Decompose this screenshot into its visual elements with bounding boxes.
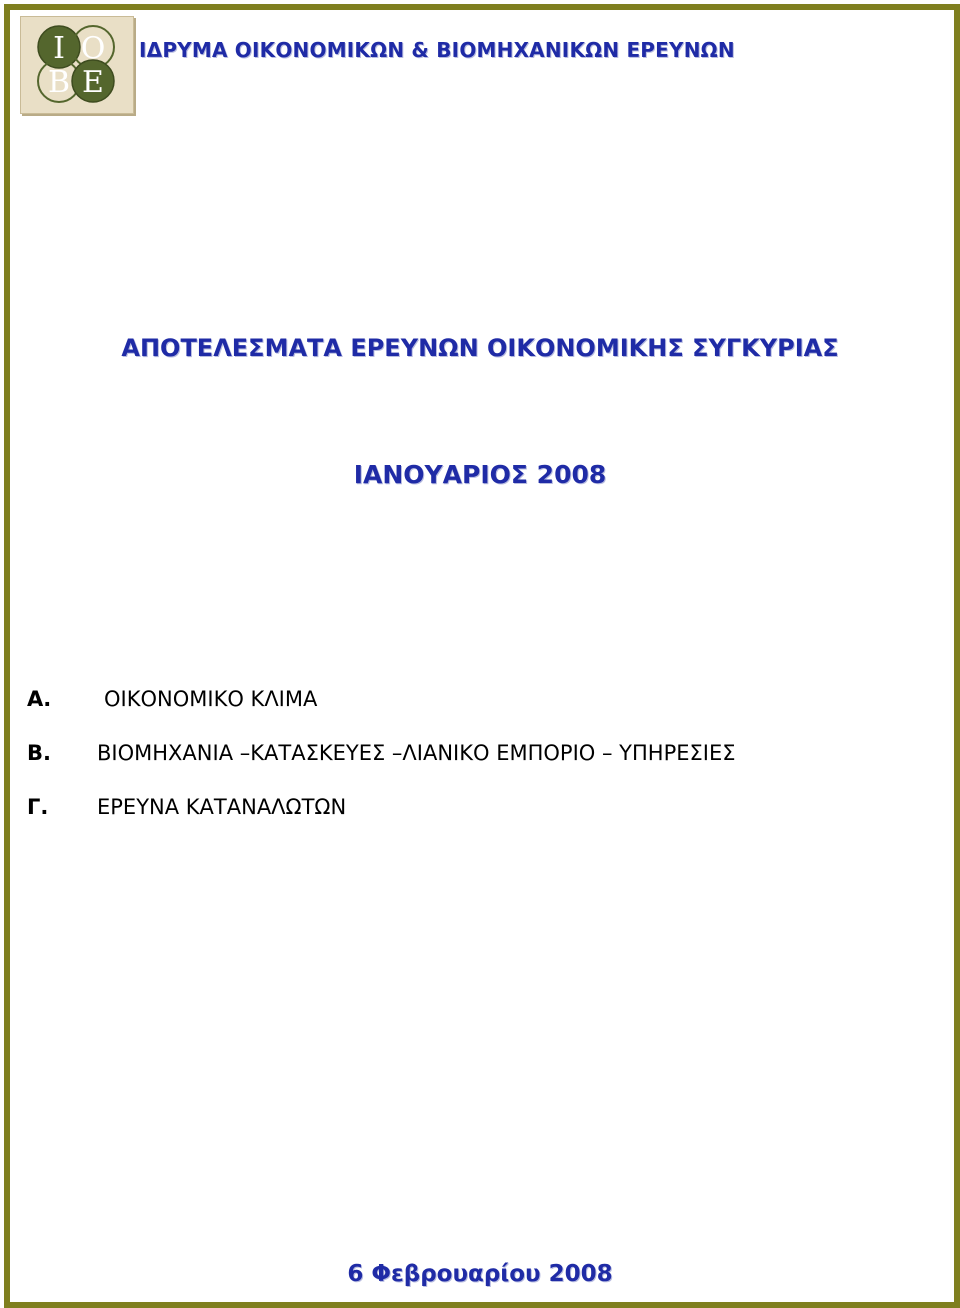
iove-logo	[20, 16, 134, 114]
section-title: ΕΡΕΥΝΑ ΚΑΤΑΝΑΛΩΤΩΝ	[97, 795, 347, 819]
logo-letter-3: Β	[47, 65, 71, 100]
section-letter: Γ.	[27, 795, 49, 819]
logo-letter-1: Ι	[53, 31, 65, 66]
section-title: ΒΙΟΜΗΧΑΝΙΑ –ΚΑΤΑΣΚΕΥΕΣ –ΛΙΑΝΙΚΟ ΕΜΠΟΡΙΟ – ΥΠΗΡΕΣΙΕΣ	[97, 741, 736, 765]
publication-date: 6 Φεβρουαρίου 2008	[347, 1261, 613, 1287]
iove-logo-graphic	[21, 17, 133, 113]
report-title: ΑΠΟΤΕΛΕΣΜΑΤΑ ΕΡΕΥΝΩΝ ΟΙΚΟΝΟΜΙΚΗΣ ΣΥΓΚΥΡΙΑΣ	[121, 334, 839, 362]
report-period: ΙΑΝΟΥΑΡΙΟΣ 2008	[353, 460, 607, 489]
section-letter: Β.	[27, 741, 51, 765]
logo-letter-4: Ε	[82, 65, 104, 100]
section-letter: Α.	[27, 687, 52, 711]
section-title: ΟΙΚΟΝΟΜΙΚΟ ΚΛΙΜΑ	[104, 687, 318, 711]
organization-name: ΙΔΡΥΜΑ ΟΙΚΟΝΟΜΙΚΩΝ & ΒΙΟΜΗΧΑΝΙΚΩΝ ΕΡΕΥΝΩΝ	[139, 38, 735, 62]
logo-letter-2: Ο	[80, 31, 106, 66]
page-border-frame	[4, 4, 960, 1308]
